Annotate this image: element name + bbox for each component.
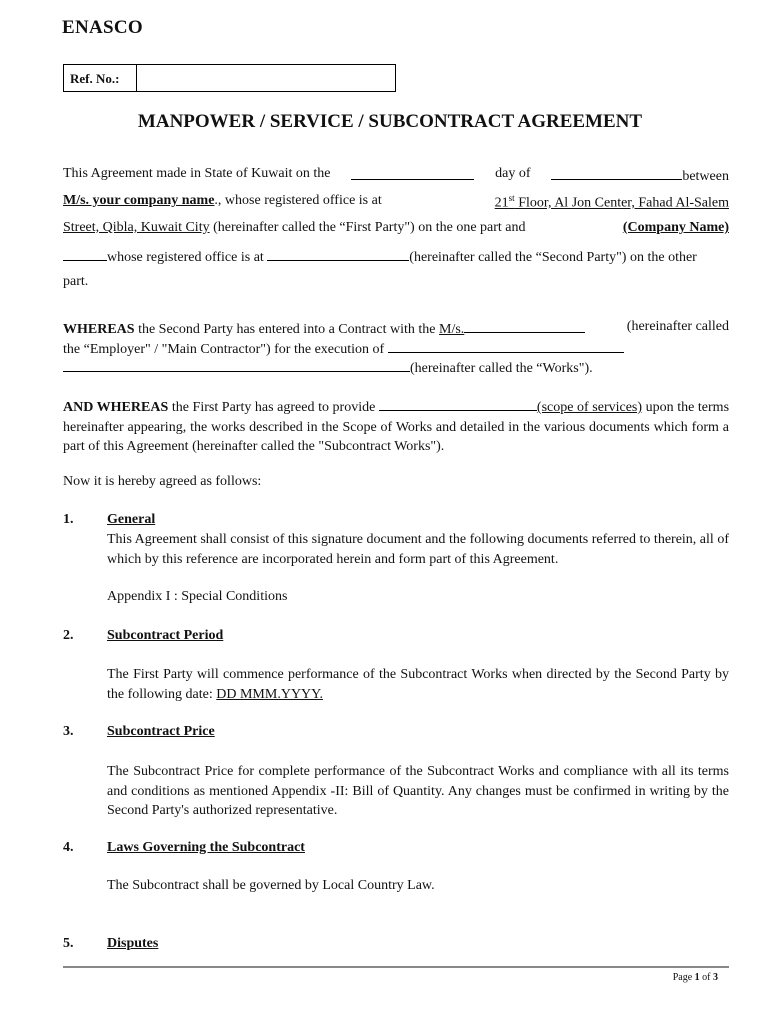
- section-5-number: 5.: [63, 936, 74, 951]
- section-4-heading: Laws Governing the Subcontract: [107, 840, 305, 855]
- first-party-name: M/s. your company name: [63, 193, 215, 208]
- intro-text-4b: (hereinafter called the “Second Party") on the other: [409, 250, 697, 265]
- agreed-text: Now it is hereby agreed as follows:: [63, 474, 262, 489]
- section-1-body: This Agreement shall consist of this signature document and the following documents referred to therein, all of which by this reference are incorporated herein and form part of this Agreement.: [107, 532, 729, 567]
- employer-label: M/s.: [439, 322, 465, 337]
- section-4-body: The Subcontract shall be governed by Local Country Law.: [107, 878, 435, 893]
- intro-line-3: [63, 220, 729, 236]
- start-date: DD MMM.YYYY.: [216, 686, 323, 702]
- agreement-month-blank[interactable]: [551, 166, 682, 180]
- section-3-heading: Subcontract Price: [107, 724, 215, 739]
- section-2-body: The First Party will commence performance of the Subcontract Works when directed by the Second Party by the following date: DD MMM.YYYY.: [107, 667, 729, 702]
- employer-name-blank[interactable]: [464, 319, 585, 333]
- intro-text-2b: ., whose registered office is at: [214, 193, 382, 208]
- section-1-number: 1.: [63, 512, 74, 527]
- intro-text-1c: between: [682, 169, 729, 184]
- intro-line-1: [63, 166, 729, 185]
- intro-text-1a: This Agreement made in State of Kuwait on the: [63, 166, 331, 181]
- intro-line-4: [63, 247, 729, 266]
- ref-number-field[interactable]: [137, 65, 395, 91]
- whereas-line-2: the “Employer" / "Main Contractor") for the execution of: [63, 339, 729, 358]
- first-party-address-1: 21st Floor, Al Jon Center, Fahad Al-Salem: [494, 193, 729, 211]
- footer-divider: [63, 966, 729, 968]
- intro-line-2: [63, 193, 729, 212]
- whereas-line-3: (hereinafter called the “Works").: [63, 358, 729, 377]
- agreement-date-blank[interactable]: [351, 166, 474, 180]
- works-description-blank-2[interactable]: [63, 358, 410, 372]
- section-1-heading: General: [107, 512, 156, 527]
- second-party-name: (Company Name): [622, 220, 729, 235]
- section-5-heading: Disputes: [107, 936, 159, 951]
- whereas-line-1: WHEREAS the Second Party has entered into a Contract with the M/s. (hereinafter called: [63, 319, 729, 337]
- section-3-body: The Subcontract Price for complete performance of the Subcontract Works and compliance with all its terms and conditions as mentioned Appendix -II: Bill of Quantity. Any changes must be confirmed in writing by the Second Party's authorized representative.: [107, 764, 729, 818]
- second-party-address-blank[interactable]: [267, 247, 409, 261]
- document-title: MANPOWER / SERVICE / SUBCONTRACT AGREEMENT: [137, 111, 643, 132]
- page-number: Page 1 of 3: [672, 972, 718, 983]
- ref-number-box: [63, 64, 396, 92]
- intro-text-5: part.: [63, 274, 89, 289]
- scope-of-services: (scope of services): [536, 400, 643, 415]
- works-description-blank-1[interactable]: [388, 339, 624, 353]
- and-whereas-label: AND WHEREAS: [63, 400, 169, 415]
- company-name: ENASCO: [62, 17, 143, 38]
- first-party-address-2: Street, Qibla, Kuwait City: [63, 220, 210, 235]
- and-whereas-paragraph: AND WHEREAS the First Party has agreed to provide (scope of services) upon the terms hereinafter appearing, the works described in the Scope of Works and detailed in the various documents which form a part of this Agreement (hereinafter called the "Subcontract Works").: [63, 397, 729, 457]
- section-2-number: 2.: [63, 628, 74, 643]
- section-1-appendix: Appendix I : Special Conditions: [107, 589, 288, 604]
- intro-text-4a: whose registered office is at: [107, 250, 264, 265]
- ref-number-label: Ref. No.:: [64, 65, 137, 91]
- intro-text-3b: (hereinafter called the “First Party") on the one part and: [209, 220, 526, 235]
- scope-blank[interactable]: [379, 397, 537, 411]
- section-3-number: 3.: [63, 724, 74, 739]
- section-2-heading: Subcontract Period: [107, 628, 224, 643]
- whereas-label: WHEREAS: [63, 322, 135, 337]
- intro-text-1b: day of: [495, 166, 531, 181]
- section-4-number: 4.: [63, 840, 74, 855]
- second-party-name-blank[interactable]: [63, 247, 107, 261]
